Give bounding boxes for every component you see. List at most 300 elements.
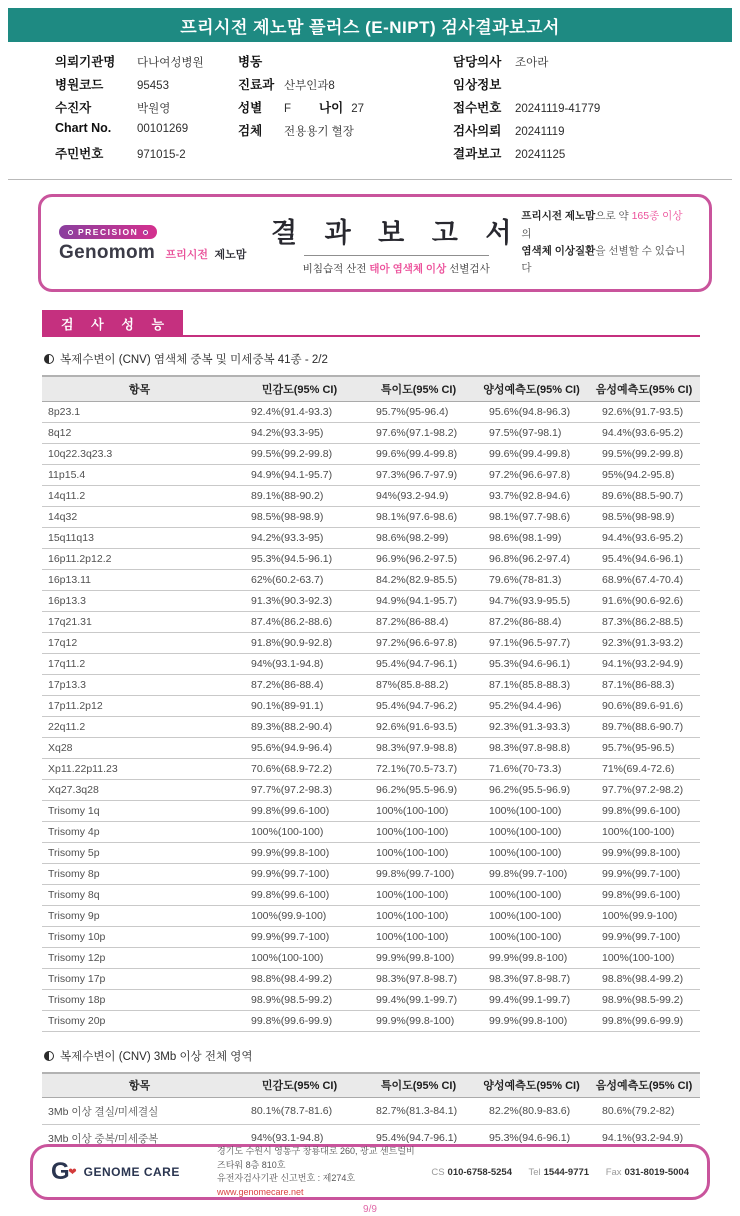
value-cell: 100%(100-100) bbox=[362, 800, 475, 821]
info-field-label: 의뢰기관명 bbox=[55, 55, 116, 69]
value-cell: 91.3%(90.3-92.3) bbox=[237, 590, 362, 611]
cnv-3mb-caption bbox=[44, 1048, 740, 1064]
table-row bbox=[42, 674, 700, 695]
value-cell: 95.4%(94.7-96.1) bbox=[362, 653, 475, 674]
value-cell: 94.1%(93.2-94.9) bbox=[588, 653, 700, 674]
value-cell: 91.6%(90.6-92.6) bbox=[588, 590, 700, 611]
value-cell: 95.6%(94.9-96.4) bbox=[237, 737, 362, 758]
value-cell: 89.6%(88.5-90.7) bbox=[588, 485, 700, 506]
info-field-label: 진료과 bbox=[238, 78, 275, 92]
genome-care-name: GENOME CARE bbox=[83, 1165, 180, 1179]
promo-mid-1: 으로 약 bbox=[595, 210, 632, 223]
cnv-duplication-table-body bbox=[42, 401, 700, 1031]
value-cell: 99.9%(99.8-100) bbox=[475, 947, 588, 968]
info-field bbox=[238, 52, 453, 75]
info-field-value: 전용용기 혈장 bbox=[284, 126, 354, 138]
value-cell: 90.6%(89.6-91.6) bbox=[588, 695, 700, 716]
value-cell: 99.9%(99.8-100) bbox=[588, 842, 700, 863]
value-cell: 97.5%(97-98.1) bbox=[475, 422, 588, 443]
value-cell: 87.1%(85.8-88.3) bbox=[475, 674, 588, 695]
section-title: 검 사 성 능 bbox=[42, 310, 183, 337]
info-field-label: 임상정보 bbox=[453, 78, 502, 92]
value-cell: 98.1%(97.6-98.6) bbox=[362, 506, 475, 527]
cnv-duplication-table bbox=[42, 375, 700, 1032]
info-field-value: F bbox=[284, 103, 292, 115]
value-cell: 99.9%(99.8-100) bbox=[237, 842, 362, 863]
cnv-duplication-caption-text: 복제수변이 (CNV) 염색체 중복 및 미세중복 41종 - 2/2 bbox=[60, 354, 328, 366]
value-cell: 99.9%(99.8-100) bbox=[362, 947, 475, 968]
table-row bbox=[42, 632, 700, 653]
info-field bbox=[55, 144, 238, 167]
promo-end-2: 을 선별할 수 있습니다 bbox=[521, 245, 686, 275]
info-field-value: 20241125 bbox=[515, 149, 566, 161]
value-cell: 95.3%(94.5-96.1) bbox=[237, 548, 362, 569]
info-field-label: 검사의뢰 bbox=[453, 124, 502, 138]
cnv-duplication-caption bbox=[44, 351, 740, 367]
value-cell: 94.2%(93.3-95) bbox=[237, 527, 362, 548]
info-field-value: 00101269 bbox=[137, 123, 189, 135]
item-cell: 14q32 bbox=[42, 506, 237, 527]
info-field-label: 검체 bbox=[238, 124, 263, 138]
item-cell: Trisomy 18p bbox=[42, 989, 237, 1010]
table-row bbox=[42, 401, 700, 422]
item-cell: 16p13.11 bbox=[42, 569, 237, 590]
value-cell: 97.1%(96.5-97.7) bbox=[475, 632, 588, 653]
table-row bbox=[42, 947, 700, 968]
value-cell: 100%(100-100) bbox=[237, 947, 362, 968]
info-field-value: 95453 bbox=[137, 80, 169, 92]
value-cell: 97.7%(97.2-98.2) bbox=[588, 779, 700, 800]
value-cell: 99.8%(99.6-100) bbox=[237, 800, 362, 821]
value-cell: 94%(93.1-94.8) bbox=[237, 653, 362, 674]
info-field-label: 성별 bbox=[238, 101, 263, 115]
table-row bbox=[42, 422, 700, 443]
report-page bbox=[0, 8, 740, 1216]
item-cell: 15q11q13 bbox=[42, 527, 237, 548]
info-field bbox=[453, 144, 693, 167]
value-cell: 68.9%(67.4-70.4) bbox=[588, 569, 700, 590]
value-cell: 99.6%(99.4-99.8) bbox=[475, 443, 588, 464]
value-cell: 96.9%(96.2-97.5) bbox=[362, 548, 475, 569]
value-cell: 98.6%(98.2-99) bbox=[362, 527, 475, 548]
item-cell: Trisomy 9p bbox=[42, 905, 237, 926]
info-field-label: 병동 bbox=[238, 55, 263, 69]
badge-dot-icon bbox=[68, 230, 73, 235]
value-cell: 87.1%(86-88.3) bbox=[588, 674, 700, 695]
value-cell: 72.1%(70.5-73.7) bbox=[362, 758, 475, 779]
info-field bbox=[55, 52, 238, 75]
info-field bbox=[238, 121, 453, 144]
promo-bold-2: 염색체 이상질환 bbox=[521, 245, 596, 257]
value-cell: 92.3%(91.3-93.3) bbox=[475, 716, 588, 737]
table-row bbox=[42, 695, 700, 716]
value-cell: 100%(100-100) bbox=[362, 842, 475, 863]
banner-promo-text bbox=[521, 208, 691, 277]
table-row bbox=[42, 926, 700, 947]
value-cell: 97.7%(97.2-98.3) bbox=[237, 779, 362, 800]
value-cell: 100%(100-100) bbox=[475, 842, 588, 863]
value-cell: 99.4%(99.1-99.7) bbox=[362, 989, 475, 1010]
value-cell: 95.4%(94.7-96.1) bbox=[362, 1125, 475, 1152]
value-cell: 87.2%(86-88.4) bbox=[237, 674, 362, 695]
value-cell: 100%(100-100) bbox=[362, 884, 475, 905]
column-header: 항목 bbox=[42, 1073, 237, 1098]
value-cell: 100%(100-100) bbox=[588, 821, 700, 842]
value-cell: 99.9%(99.7-100) bbox=[237, 926, 362, 947]
table-row bbox=[42, 863, 700, 884]
value-cell: 94.7%(93.9-95.5) bbox=[475, 590, 588, 611]
cnv-3mb-table-head bbox=[42, 1073, 700, 1098]
table-row bbox=[42, 821, 700, 842]
value-cell: 98.6%(98.1-99) bbox=[475, 527, 588, 548]
value-cell: 99.8%(99.6-100) bbox=[588, 800, 700, 821]
value-cell: 98.5%(98-98.9) bbox=[588, 506, 700, 527]
value-cell: 97.3%(96.7-97.9) bbox=[362, 464, 475, 485]
page-number: 9/9 bbox=[363, 1204, 377, 1215]
item-cell: Trisomy 8p bbox=[42, 863, 237, 884]
info-field-label: 접수번호 bbox=[453, 101, 502, 115]
item-cell: 8p23.1 bbox=[42, 401, 237, 422]
website-link[interactable]: www.genomecare.net bbox=[217, 1186, 304, 1197]
value-cell: 96.8%(96.2-97.4) bbox=[475, 548, 588, 569]
banner-subtitle bbox=[271, 261, 521, 276]
column-header: 민감도(95% CI) bbox=[237, 376, 362, 401]
heart-icon: ❤ bbox=[68, 1167, 77, 1178]
value-cell: 100%(100-100) bbox=[475, 884, 588, 905]
info-field bbox=[55, 121, 238, 144]
value-cell: 95.7%(95-96.4) bbox=[362, 401, 475, 422]
value-cell: 82.7%(81.3-84.1) bbox=[362, 1098, 475, 1125]
badge-dot-icon bbox=[143, 230, 148, 235]
footer-address-line2: 유전자검사기관 신고번호 : 제274호 bbox=[217, 1173, 356, 1183]
patient-info-column-2 bbox=[238, 52, 453, 167]
value-cell: 99.8%(99.6-100) bbox=[237, 884, 362, 905]
cnv-3mb-caption-text: 복제수변이 (CNV) 3Mb 이상 전체 영역 bbox=[60, 1050, 253, 1063]
item-cell: 8q12 bbox=[42, 422, 237, 443]
table-row bbox=[42, 905, 700, 926]
item-cell: 3Mb 이상 중복/미세중복 bbox=[42, 1125, 237, 1152]
value-cell: 99.8%(99.7-100) bbox=[362, 863, 475, 884]
value-cell: 82.2%(80.9-83.6) bbox=[475, 1098, 588, 1125]
info-field-value: 971015-2 bbox=[137, 149, 186, 161]
value-cell: 95.4%(94.6-96.1) bbox=[588, 548, 700, 569]
value-cell: 97.2%(96.6-97.8) bbox=[362, 632, 475, 653]
table-row bbox=[42, 737, 700, 758]
value-cell: 89.7%(88.6-90.7) bbox=[588, 716, 700, 737]
info-field-value: 20241119 bbox=[515, 126, 565, 138]
value-cell: 99.9%(99.7-100) bbox=[588, 926, 700, 947]
value-cell: 100%(100-100) bbox=[237, 821, 362, 842]
value-cell: 87.2%(86-88.4) bbox=[362, 611, 475, 632]
footer-address-line1: 경기도 수원시 영통구 창룡대로 260, 광교 센트럴비즈타워 8층 810호 bbox=[217, 1146, 415, 1170]
value-cell: 100%(100-100) bbox=[588, 947, 700, 968]
info-field-label: Chart No. bbox=[55, 121, 112, 135]
precision-badge bbox=[59, 225, 157, 239]
footer-contacts bbox=[431, 1167, 689, 1178]
genomom-logo-text: Genomom bbox=[59, 242, 156, 264]
value-cell: 100%(100-100) bbox=[475, 821, 588, 842]
table-row bbox=[42, 485, 700, 506]
value-cell: 91.8%(90.9-92.8) bbox=[237, 632, 362, 653]
value-cell: 96.2%(95.5-96.9) bbox=[362, 779, 475, 800]
value-cell: 97.6%(97.1-98.2) bbox=[362, 422, 475, 443]
info-field bbox=[55, 98, 238, 121]
column-header: 양성예측도(95% CI) bbox=[475, 1073, 588, 1098]
subtitle-prefix: 비침습적 산전 bbox=[302, 262, 370, 275]
value-cell: 100%(99.9-100) bbox=[588, 905, 700, 926]
info-field-label: 병원코드 bbox=[55, 78, 104, 92]
item-cell: 17q21.31 bbox=[42, 611, 237, 632]
info-field-value: 조아라 bbox=[515, 57, 549, 69]
item-cell: 11p15.4 bbox=[42, 464, 237, 485]
value-cell: 99.8%(99.6-99.9) bbox=[237, 1010, 362, 1031]
value-cell: 100%(99.9-100) bbox=[237, 905, 362, 926]
cnv-duplication-table-head bbox=[42, 376, 700, 401]
report-title-bar bbox=[8, 8, 732, 42]
value-cell: 98.3%(97.8-98.7) bbox=[475, 968, 588, 989]
value-cell: 89.3%(88.2-90.4) bbox=[237, 716, 362, 737]
value-cell: 95.3%(94.6-96.1) bbox=[475, 1125, 588, 1152]
item-cell: Trisomy 12p bbox=[42, 947, 237, 968]
genomom-logo-kr-dark: 제노맘 bbox=[214, 249, 247, 262]
section-header-rule bbox=[42, 310, 700, 337]
value-cell: 95.7%(95-96.5) bbox=[588, 737, 700, 758]
footer-address-block bbox=[217, 1145, 415, 1199]
table-row bbox=[42, 653, 700, 674]
item-cell: Trisomy 10p bbox=[42, 926, 237, 947]
table-row bbox=[42, 1010, 700, 1031]
value-cell: 100%(100-100) bbox=[475, 905, 588, 926]
value-cell: 94%(93.1-94.8) bbox=[237, 1125, 362, 1152]
item-cell: 16p13.3 bbox=[42, 590, 237, 611]
value-cell: 92.4%(91.4-93.3) bbox=[237, 401, 362, 422]
table-row bbox=[42, 464, 700, 485]
subtitle-highlight: 태아 염색체 이상 bbox=[369, 262, 447, 275]
item-cell: Xq28 bbox=[42, 737, 237, 758]
info-field-value: 산부인과8 bbox=[284, 80, 335, 92]
table-row bbox=[42, 506, 700, 527]
table-row bbox=[42, 590, 700, 611]
fax-label: Fax bbox=[605, 1166, 622, 1178]
patient-info-section bbox=[8, 42, 732, 180]
item-cell: Trisomy 8q bbox=[42, 884, 237, 905]
value-cell: 84.2%(82.9-85.5) bbox=[362, 569, 475, 590]
value-cell: 89.1%(88-90.2) bbox=[237, 485, 362, 506]
fax-number: 031-8019-5004 bbox=[624, 1166, 689, 1178]
report-title: 프리시전 제노맘 플러스 (E-NIPT) 검사결과보고서 bbox=[180, 17, 560, 37]
value-cell: 98.3%(97.8-98.8) bbox=[475, 737, 588, 758]
table-row bbox=[42, 569, 700, 590]
patient-info-column-1 bbox=[8, 52, 238, 167]
table-row bbox=[42, 758, 700, 779]
value-cell: 95.4%(94.7-96.2) bbox=[362, 695, 475, 716]
value-cell: 98.5%(98-98.9) bbox=[237, 506, 362, 527]
item-cell: Trisomy 1q bbox=[42, 800, 237, 821]
table-row bbox=[42, 443, 700, 464]
info-field-value: 다나여성병원 bbox=[137, 57, 204, 69]
item-cell: Xp11.22p11.23 bbox=[42, 758, 237, 779]
value-cell: 99.9%(99.7-100) bbox=[237, 863, 362, 884]
genome-care-mark-icon: G ❤ bbox=[51, 1158, 77, 1185]
half-circle-icon bbox=[44, 1051, 54, 1061]
info-field-value: 20241119-41779 bbox=[515, 103, 601, 115]
genome-care-logo bbox=[51, 1160, 201, 1184]
value-cell: 99.8%(99.6-99.9) bbox=[588, 1010, 700, 1031]
patient-info-column-3 bbox=[453, 52, 693, 167]
value-cell: 94.4%(93.6-95.2) bbox=[588, 422, 700, 443]
value-cell: 96.2%(95.5-96.9) bbox=[475, 779, 588, 800]
column-header: 항목 bbox=[42, 376, 237, 401]
value-cell: 99.5%(99.2-99.8) bbox=[237, 443, 362, 464]
column-header: 특이도(95% CI) bbox=[362, 1073, 475, 1098]
info-field bbox=[55, 75, 238, 98]
half-circle-icon bbox=[44, 354, 54, 364]
column-header: 음성예측도(95% CI) bbox=[588, 1073, 700, 1098]
value-cell: 99.5%(99.2-99.8) bbox=[588, 443, 700, 464]
tel-number: 1544-9771 bbox=[543, 1166, 590, 1178]
value-cell: 87%(85.8-88.2) bbox=[362, 674, 475, 695]
info-field bbox=[453, 121, 693, 144]
value-cell: 93.7%(92.8-94.6) bbox=[475, 485, 588, 506]
item-cell: Trisomy 4p bbox=[42, 821, 237, 842]
promo-pink: 165종 이상 bbox=[631, 210, 683, 223]
info-field bbox=[238, 75, 453, 98]
value-cell: 94.4%(93.6-95.2) bbox=[588, 527, 700, 548]
banner-center bbox=[271, 211, 521, 276]
info-field bbox=[238, 98, 453, 121]
value-cell: 87.3%(86.2-88.5) bbox=[588, 611, 700, 632]
table-row bbox=[42, 842, 700, 863]
value-cell: 99.8%(99.7-100) bbox=[475, 863, 588, 884]
banner-divider bbox=[304, 255, 489, 256]
item-cell: Trisomy 5p bbox=[42, 842, 237, 863]
value-cell: 98.8%(98.4-99.2) bbox=[588, 968, 700, 989]
info-field-label: 수진자 bbox=[55, 101, 92, 115]
value-cell: 71.6%(70-73.3) bbox=[475, 758, 588, 779]
value-cell: 99.4%(99.1-99.7) bbox=[475, 989, 588, 1010]
value-cell: 92.6%(91.7-93.5) bbox=[588, 401, 700, 422]
table-row bbox=[42, 548, 700, 569]
item-cell: 3Mb 이상 결실/미세결실 bbox=[42, 1098, 237, 1125]
cs-number: 010-6758-5254 bbox=[447, 1166, 512, 1178]
value-cell: 95.2%(94.4-96) bbox=[475, 695, 588, 716]
column-header: 특이도(95% CI) bbox=[362, 376, 475, 401]
value-cell: 94.2%(93.3-95) bbox=[237, 422, 362, 443]
table-row bbox=[42, 716, 700, 737]
value-cell: 99.6%(99.4-99.8) bbox=[362, 443, 475, 464]
item-cell: Trisomy 20p bbox=[42, 1010, 237, 1031]
info-field-label: 담당의사 bbox=[453, 55, 502, 69]
precision-badge-text: PRECISION bbox=[78, 227, 139, 238]
value-cell: 100%(100-100) bbox=[362, 821, 475, 842]
value-cell: 71%(69.4-72.6) bbox=[588, 758, 700, 779]
value-cell: 94%(93.2-94.9) bbox=[362, 485, 475, 506]
column-header: 양성예측도(95% CI) bbox=[475, 376, 588, 401]
item-cell: 17p13.3 bbox=[42, 674, 237, 695]
result-banner bbox=[38, 194, 712, 292]
item-cell: Xq27.3q28 bbox=[42, 779, 237, 800]
item-cell: 17q12 bbox=[42, 632, 237, 653]
item-cell: 10q22.3q23.3 bbox=[42, 443, 237, 464]
info-field bbox=[453, 52, 693, 75]
value-cell: 98.1%(97.7-98.6) bbox=[475, 506, 588, 527]
cs-label: CS bbox=[431, 1166, 445, 1178]
promo-bold-1: 프리시전 제노맘 bbox=[521, 210, 596, 223]
column-header: 민감도(95% CI) bbox=[237, 1073, 362, 1098]
table-row bbox=[42, 884, 700, 905]
cnv-3mb-table bbox=[42, 1072, 700, 1153]
value-cell: 100%(100-100) bbox=[362, 926, 475, 947]
value-cell: 95.3%(94.6-96.1) bbox=[475, 653, 588, 674]
value-cell: 80.6%(79.2-82) bbox=[588, 1098, 700, 1125]
value-cell: 87.4%(86.2-88.6) bbox=[237, 611, 362, 632]
value-cell: 97.2%(96.6-97.8) bbox=[475, 464, 588, 485]
info-field bbox=[453, 98, 693, 121]
item-cell: 22q11.2 bbox=[42, 716, 237, 737]
table-row bbox=[42, 779, 700, 800]
report-banner-title: 결 과 보 고 서 bbox=[270, 217, 522, 248]
table-row bbox=[42, 527, 700, 548]
value-cell: 94.9%(94.1-95.7) bbox=[362, 590, 475, 611]
subtitle-suffix: 선별검사 bbox=[446, 262, 490, 275]
item-cell: 17p11.2p12 bbox=[42, 695, 237, 716]
value-cell: 90.1%(89-91.1) bbox=[237, 695, 362, 716]
info-field-value: 27 bbox=[351, 103, 364, 115]
value-cell: 100%(100-100) bbox=[362, 905, 475, 926]
value-cell: 70.6%(68.9-72.2) bbox=[237, 758, 362, 779]
value-cell: 100%(100-100) bbox=[475, 800, 588, 821]
info-field-label: 주민번호 bbox=[55, 147, 104, 161]
footer bbox=[30, 1144, 710, 1200]
value-cell: 95.6%(94.8-96.3) bbox=[475, 401, 588, 422]
value-cell: 62%(60.2-63.7) bbox=[237, 569, 362, 590]
value-cell: 92.6%(91.6-93.5) bbox=[362, 716, 475, 737]
value-cell: 92.3%(91.3-93.2) bbox=[588, 632, 700, 653]
value-cell: 98.3%(97.9-98.8) bbox=[362, 737, 475, 758]
value-cell: 98.9%(98.5-99.2) bbox=[588, 989, 700, 1010]
header-row bbox=[42, 376, 700, 401]
value-cell: 98.9%(98.5-99.2) bbox=[237, 989, 362, 1010]
column-header: 음성예측도(95% CI) bbox=[588, 376, 700, 401]
value-cell: 87.2%(86-88.4) bbox=[475, 611, 588, 632]
table-row bbox=[42, 1098, 700, 1125]
genomom-logo bbox=[59, 222, 271, 265]
info-field bbox=[453, 75, 693, 98]
promo-end-1: 의 bbox=[521, 227, 532, 240]
info-field-value: 박원영 bbox=[137, 103, 171, 115]
value-cell: 80.1%(78.7-81.6) bbox=[237, 1098, 362, 1125]
value-cell: 79.6%(78-81.3) bbox=[475, 569, 588, 590]
value-cell: 94.1%(93.2-94.9) bbox=[588, 1125, 700, 1152]
item-cell: 17q11.2 bbox=[42, 653, 237, 674]
item-cell: Trisomy 17p bbox=[42, 968, 237, 989]
info-field-label: 나이 bbox=[319, 101, 344, 115]
genomom-wordmark bbox=[59, 242, 271, 264]
table-row bbox=[42, 968, 700, 989]
value-cell: 95%(94.2-95.8) bbox=[588, 464, 700, 485]
info-field-label: 결과보고 bbox=[453, 147, 502, 161]
genomom-logo-kr-pink: 프리시전 bbox=[165, 249, 209, 262]
value-cell: 99.9%(99.8-100) bbox=[362, 1010, 475, 1031]
value-cell: 99.9%(99.7-100) bbox=[588, 863, 700, 884]
value-cell: 99.8%(99.6-100) bbox=[588, 884, 700, 905]
value-cell: 98.8%(98.4-99.2) bbox=[237, 968, 362, 989]
table-row bbox=[42, 800, 700, 821]
value-cell: 94.9%(94.1-95.7) bbox=[237, 464, 362, 485]
table-row bbox=[42, 611, 700, 632]
value-cell: 100%(100-100) bbox=[475, 926, 588, 947]
value-cell: 99.9%(99.8-100) bbox=[475, 1010, 588, 1031]
